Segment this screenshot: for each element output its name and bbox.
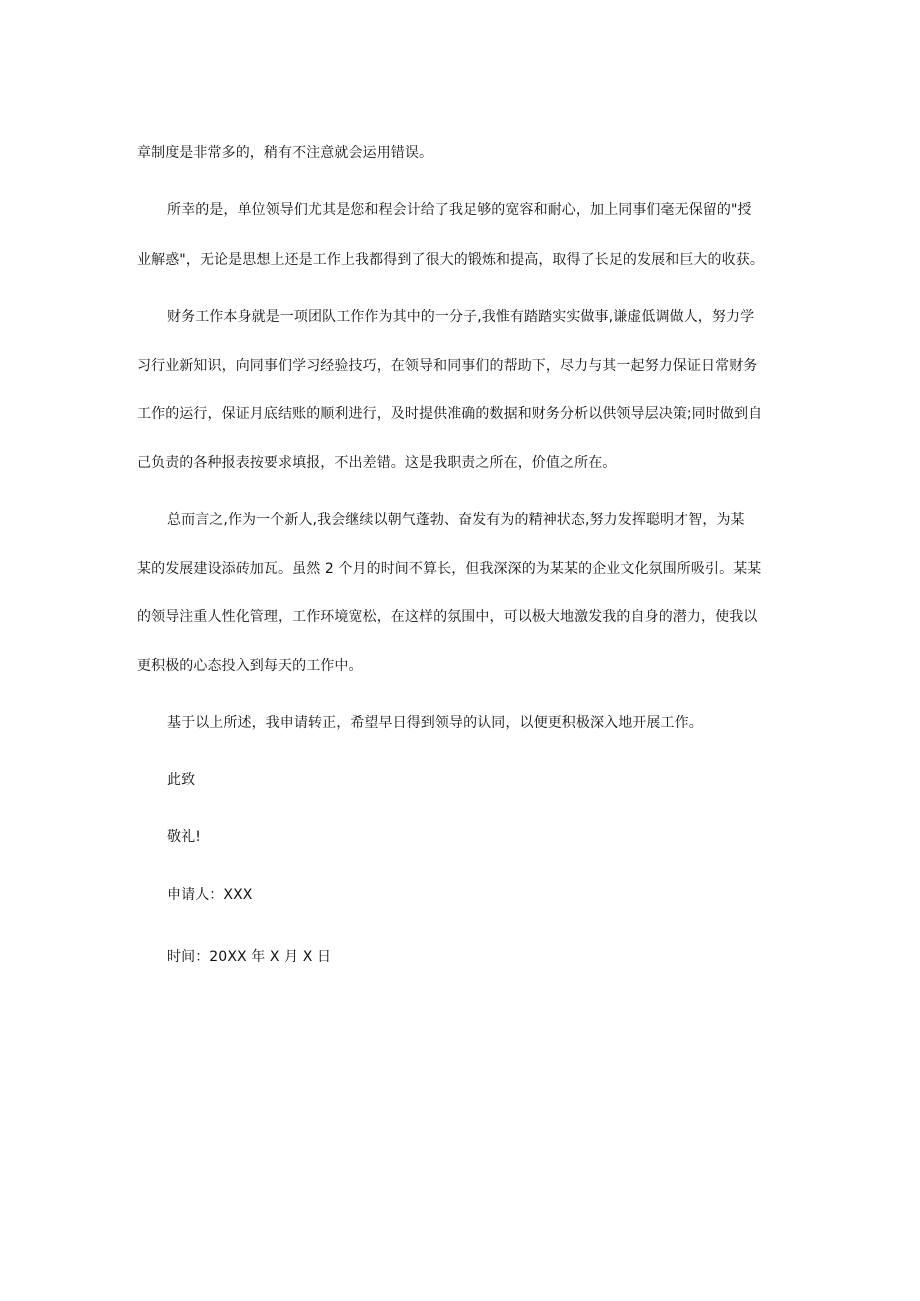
paragraph-2-line-2: 业解惑"，无论是思想上还是工作上我都得到了很大的锻炼和提高，取得了长足的发展和巨大的收获。 — [137, 252, 764, 268]
paragraph-4-line-3: 的领导注重人性化管理，工作环境宽松，在这样的氛围中，可以极大地激发我的自身的潜力，使我以 — [137, 609, 758, 625]
paragraph-3-line-4: 己负责的各种报表按要求填报，不出差错。这是我职责之所在，价值之所在。 — [137, 455, 617, 471]
closing-text: 此致 — [167, 772, 196, 788]
paragraph-3-line-3: 工作的运行，保证月底结账的顺利进行，及时提供准确的数据和财务分析以供领导层决策;同时做到自 — [137, 406, 763, 422]
salutation-text: 敬礼! — [167, 829, 201, 845]
paragraph-4-line-4: 更积极的心态投入到每天的工作中。 — [137, 658, 363, 674]
paragraph-3-line-2: 习行业新知识，向同事们学习经验技巧，在领导和同事们的帮助下，尽力与其一起努力保证日常财务 — [137, 358, 758, 374]
paragraph-4-line-2: 某的发展建设添砖加瓦。虽然 2 个月的时间不算长，但我深深的为某某的企业文化氛围所吸引。某某 — [137, 561, 762, 577]
paragraph-5-line-1: 基于以上所述，我申请转正，希望早日得到领导的认同，以便更积极深入地开展工作。 — [167, 715, 703, 731]
paragraph-1-line-1: 章制度是非常多的，稍有不注意就会运用错误。 — [137, 145, 434, 161]
date-line: 时间：20XX 年 X 月 X 日 — [167, 949, 332, 965]
paragraph-4-line-1: 总而言之,作为一个新人,我会继续以朝气蓬勃、奋发有为的精神状态,努力发挥聪明才智，为某 — [167, 512, 745, 528]
paragraph-2-line-1: 所幸的是，单位领导们尤其是您和程会计给了我足够的宽容和耐心，加上同事们毫无保留的"授 — [167, 202, 752, 218]
paragraph-3-line-1: 财务工作本身就是一项团队工作作为其中的一分子,我惟有踏踏实实做事,谦虚低调做人，努力学 — [167, 309, 755, 325]
applicant-line: 申请人：XXX — [167, 887, 253, 903]
